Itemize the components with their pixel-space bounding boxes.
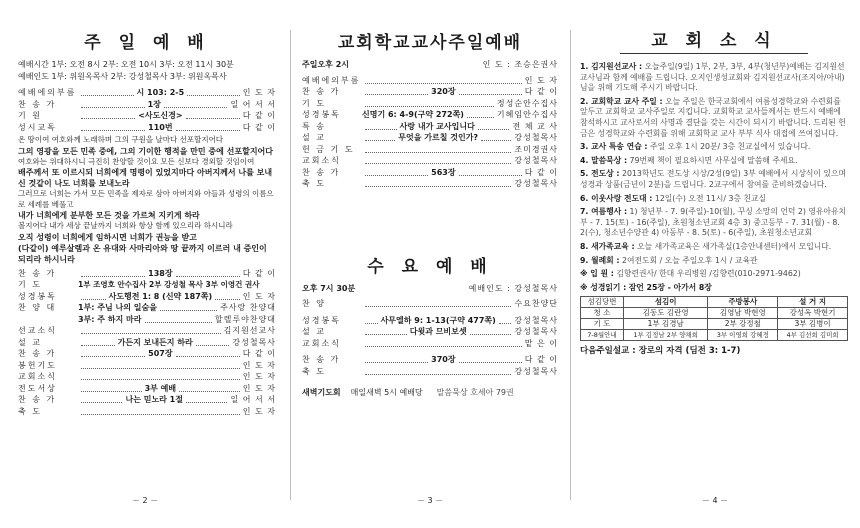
news-title-box xyxy=(620,26,808,54)
service-row: 교회소식 맡 은 이 xyxy=(302,338,558,348)
service-row: 찬 송 가 563장 다 같 이 xyxy=(302,167,558,177)
service-row: 예배에의부름 시 103: 2-5 인 도 자 xyxy=(18,88,276,97)
reading-line: 내가 너희에게 분부한 모든 것을 가르쳐 지키게 하라 xyxy=(18,211,200,220)
news-item: 4. 말씀묵상 : 79번째 책이 필요하시면 사무실에 말씀해 주세요. xyxy=(580,155,798,165)
reading-line: 여호와는 위대하시니 극진히 찬양할 것이요 모든 신보다 경외할 것임이여 xyxy=(18,156,255,166)
table-cell: 김동도 김란영 xyxy=(623,308,707,319)
teacher-service-title: 교회학교교사주일예배 xyxy=(337,33,523,53)
news-item: 9. 월례회 : 2여전도회 / 오늘 주일오후 1시 / 교육관 xyxy=(580,255,758,265)
table-cell: 1부 김정남 2부 양채희 xyxy=(623,330,707,341)
table-cell: 청 소 xyxy=(581,308,624,319)
news-item: 8. 새가족교육 : 오늘 새가족교육은 새가족실(1층안내센터)에서 모입니다. xyxy=(580,241,832,251)
service-row: 찬 송 가 507장 다 같 이 xyxy=(18,349,276,358)
next-week-sermon: 다음주일설교 : 장로의 자격 (딤전 3: 1-7) xyxy=(580,346,741,357)
news-item: 3. 교사 특송 연습 : 주일 오후 1시 20분/ 3층 친교실에서 있습니다. xyxy=(580,142,811,152)
table-cell: 김영남 박현영 xyxy=(708,308,778,319)
reading-line: 온 땅이여 여호와께 노래하며 그의 구원을 날마다 선포할지어다 xyxy=(18,135,224,144)
service-row: 찬 송 가 320장 다 같 이 xyxy=(302,87,558,96)
service-row: 찬 송 가 138장 다 같 이 xyxy=(18,268,276,278)
reading-line: 볼지어다 내가 세상 끝날까지 너희와 항상 함께 있으리라 하시니라 xyxy=(18,221,233,230)
order-of-service-bottom xyxy=(18,268,276,418)
service-row: 찬 송 가 1장 일 어 서 서 xyxy=(18,99,276,109)
church-news-title: 교 회 소 식 xyxy=(651,31,777,51)
wednesday-service-title: 수 요 예 배 xyxy=(367,256,493,277)
table-cell: 2부 강정철 xyxy=(708,319,778,330)
service-row: 선교소식 김지원선교사 xyxy=(18,326,276,335)
news-item: ※ 입 원 : 김향련권사/ 한대 우리병원 /김향련(010-2971-9462) xyxy=(580,269,801,279)
table-cell: 주방봉사 xyxy=(708,297,778,308)
reading-line: 그의 영광을 모든 민족 중에, 그의 기이한 행적을 만민 중에 선포할지어다 xyxy=(18,146,273,156)
responsive-reading xyxy=(18,135,276,265)
service-row: 축 도 인 도 자 xyxy=(18,406,276,416)
order-of-service-top xyxy=(18,87,276,133)
table-cell: 섬김당번 xyxy=(581,297,624,308)
service-row: 성경봉독 사무엘하 9: 1-13(구약 477쪽) 강성철목사 xyxy=(302,315,559,325)
teacher-service-order xyxy=(302,75,558,190)
service-row: 축 도 강성철목사 xyxy=(302,366,558,376)
news-item: 6. 이웃사랑 전도대 : 12일(수) 오전 11시/ 3층 친교실 xyxy=(580,193,767,203)
table-row xyxy=(581,319,848,330)
reading-line: 오직 성령이 너희에게 임하시면 너희가 권능을 받고 xyxy=(18,232,197,242)
service-row: 찬 양 대 1부: 주님 나의 일숨을 주사랑 찬양대 xyxy=(18,303,276,312)
service-row: 교회소식 인 도 자 xyxy=(18,372,276,381)
service-row: 기 도 1부 조영호 안수집사 2부 강성철 목사 3부 이영건 권사 xyxy=(18,280,260,289)
page-2-column xyxy=(0,0,290,528)
service-row: 찬 송 가 나는 믿노라 1절 일 어 서 서 xyxy=(18,395,276,404)
service-row: 설 교 다윗과 므비보셋 강성철목사 xyxy=(302,327,558,336)
service-row: 3부: 주 하지 마라 할렐루야찬양대 xyxy=(78,314,276,324)
service-row: 기 원 <사도신경> 다 같 이 xyxy=(18,111,277,120)
news-item: 7. 여름행사 : 1) 청년부 - 7. 9(주일)-10(월), 꾸싱 소망의 언덕 2) 영유아유치부 - 7. 15(토) - 16(주일), 초원청소년교회 4층 3) 중고등부 - 7. 31(월) - 8. 2(수), 청소년수양관 4) 아동부 - 8. 5(토) - 6(주일), 초원청소년교회 xyxy=(580,207,847,238)
news-list xyxy=(580,62,848,293)
page-3-column xyxy=(290,0,570,528)
service-row: 교회소식 강성철목사 xyxy=(302,156,558,165)
service-row: 축 도 강성철목사 xyxy=(302,179,558,188)
table-cell: 기 도 xyxy=(581,319,624,330)
table-row xyxy=(581,308,848,319)
service-row: 설 교 무엇을 가르칠 것인가? 강성철목사 xyxy=(302,133,558,142)
service-row: 헌 금 기 도 조미경권사 xyxy=(302,144,558,154)
service-row: 예배에의부름 인 도 자 xyxy=(302,75,558,85)
service-row: 찬 송 가 370장 다 같 이 xyxy=(302,355,558,364)
reading-line: 그러므로 너희는 가서 모든 민족을 제자로 삼아 아버지와 아들과 성령의 이름으로 세례를 베풀고 xyxy=(18,189,274,209)
reading-line: 배주께서 또 이르시되 너희에게 명령이 있었지마다 아버지께서 나를 보내신 것같이 나도 너희를 보내노라 xyxy=(18,168,273,188)
table-cell: 7-8월안내 xyxy=(581,330,624,341)
table-cell: 설 거 지 xyxy=(778,297,848,308)
table-row xyxy=(581,297,848,308)
table-cell: 3부 김병이 xyxy=(778,319,848,330)
service-row: 성경봉독 사도행전 1: 8 (신약 187쪽) 인 도 자 xyxy=(18,291,276,301)
sunday-service-title: 주 일 예 배 xyxy=(84,33,210,53)
teacher-service-header: 주일오후 2시 인 도 : 조승은권사 xyxy=(302,60,558,69)
service-row: 기 도 정성순안수집사 xyxy=(302,98,558,108)
table-cell: 강성옥 박현기 xyxy=(778,308,848,319)
wednesday-service-order xyxy=(302,298,558,377)
news-item: ※ 성경읽기 : 잠언 25장 - 아가서 8장 xyxy=(580,282,712,292)
service-row: 찬 양 수요찬양단 xyxy=(302,299,558,308)
service-preachers: 예배인도 1부: 위원옥목사 2부: 강성철목사 3부: 위원옥목사 xyxy=(18,72,227,81)
service-row: 설 교 가든지 보내든지 하라 강성철목사 xyxy=(18,337,277,347)
reading-line: (다같이) 예루살렘과 온 유대와 사마리아와 땅 끝까지 이르러 내 증인이 되리라 하시니라 xyxy=(18,243,267,264)
table-row xyxy=(581,330,848,341)
news-item: 5. 전도상 : 2013학년도 전도상 시상/2성(9일) 3부 예배에서 시상식이 있으며 성경과 상품(금년이 2분)을 드립니다. 2교구에서 참여를 준비하겠습니다. xyxy=(580,169,847,189)
service-row: 봉헌기도 인 도 자 xyxy=(18,360,276,370)
page-number: － 3 － xyxy=(416,496,444,505)
table-cell: 4부 김선희 김미희 xyxy=(778,330,848,341)
wednesday-service-header: 오후 7시 30분 예배인도 : 강성철목사 xyxy=(302,283,558,293)
service-row: 성경봉독 신명기 6: 4-9(구약 272쪽) 기혜임안수집사 xyxy=(302,110,558,119)
table-cell: 1부 김경남 xyxy=(623,319,707,330)
page-number: － 2 － xyxy=(131,496,159,505)
page-4-column xyxy=(570,0,860,528)
news-item: 2. 교회학교 교사 주일 : 오늘 주일은 한국교회에서 여름성경학교와 수련회를 앞두고 교회학교 교사주일로 지킵니다. 교회학교 교사들께서는 반드시 예배에 참석하시고 교사로서의 사명과 결단을 갖는 시간이 되시기 바랍니다. 드리된 헌금은 성경학교와 수련회를 위해 교회학교 교사 부부 식사 대접에 쓰여집니다. xyxy=(580,96,846,138)
table-cell: 섬김이 xyxy=(623,297,707,308)
dawn-prayer: 새벽기도회 매일새벽 5시 예배당 말씀묵상 호세아 79권 xyxy=(302,388,514,397)
service-row: 특 송 사랑 내가 교사입니다 전 체 교 사 xyxy=(302,121,559,131)
service-times: 예배시간 1부: 오전 8시 2부: 오전 10시 3부: 오전 11시 30분 xyxy=(18,60,234,69)
service-row: 성시교독 110번 다 같 이 xyxy=(18,122,276,132)
page-number: － 4 － xyxy=(701,496,729,505)
news-item: 1. 김지원선교사 : 오늘주일(9일) 1부, 2부, 3부, 4부(청년부)예배는 김지원선교사님과 함께 예배를 드립니다. 오지인생성교회와 김지원선교사(조지아/아내)님을 위해 기도해 주시기 바랍니다. xyxy=(580,62,845,93)
service-row: 전도서상 3부 예배 인 도 자 xyxy=(18,383,277,393)
duty-table xyxy=(580,296,848,341)
table-cell: 3부 이영희 강혜정 xyxy=(708,330,778,341)
